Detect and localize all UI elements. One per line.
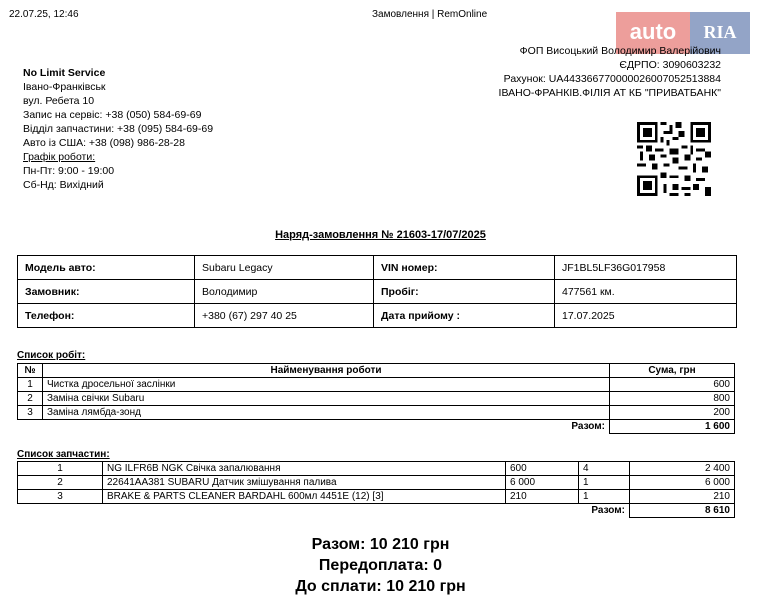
row-number: 3	[18, 406, 43, 420]
row-sum: 200	[610, 406, 735, 420]
works-total-value: 1 600	[610, 420, 735, 434]
parts-section-title: Список запчастин:	[17, 449, 110, 460]
model-value: Subaru Legacy	[195, 256, 374, 280]
part-number: 2	[18, 476, 103, 490]
part-number: 1	[18, 462, 103, 476]
page-title: Замовлення | RemOnline	[372, 9, 488, 20]
works-table	[17, 363, 735, 434]
vin-value: JF1BL5LF36G017958	[555, 256, 737, 280]
row-name: Чистка дросельної заслінки	[43, 378, 610, 392]
part-name: BRAKE & PARTS CLEANER BARDAHL 600мл 4451E (12) [3]	[103, 490, 506, 504]
works-total-label: Разом:	[571, 421, 605, 433]
parts-total-value: 8 610	[630, 504, 735, 518]
watermark-ria: RIA	[690, 12, 750, 54]
schedule-title: Графік роботи:	[23, 151, 96, 163]
company-street: вул. Ребета 10	[23, 95, 95, 107]
phone-label: Телефон:	[18, 304, 195, 328]
part-price: 600	[506, 462, 579, 476]
row-name: Заміна свічки Subaru	[43, 392, 610, 406]
table-row	[18, 462, 735, 476]
col-work-name: Найменування роботи	[43, 364, 610, 378]
company-name: No Limit Service	[23, 67, 106, 79]
schedule-weekend: Сб-Нд: Вихідний	[23, 179, 104, 191]
customer-label: Замовник:	[18, 280, 195, 304]
table-row	[18, 476, 735, 490]
row-number: 2	[18, 392, 43, 406]
parts-phone: Відділ запчастини: +38 (095) 584-69-69	[23, 123, 214, 135]
part-price: 210	[506, 490, 579, 504]
grand-total: Разом: 10 210 грн	[311, 536, 450, 553]
schedule-weekdays: Пн-Пт: 9:00 - 19:00	[23, 165, 115, 177]
works-section-title: Список робіт:	[17, 350, 86, 361]
usa-phone: Авто із США: +38 (098) 986-28-28	[23, 137, 185, 149]
fop-bank: ІВАНО-ФРАНКІВ.ФІЛІЯ АТ КБ "ПРИВАТБАНК"	[498, 87, 721, 99]
order-title: Наряд-замовлення № 21603-17/07/2025	[275, 229, 486, 241]
part-sum: 210	[630, 490, 735, 504]
part-name: NG ILFR6B NGK Свічка запалювання	[103, 462, 506, 476]
date-value: 17.07.2025	[555, 304, 737, 328]
part-sum: 6 000	[630, 476, 735, 490]
model-label: Модель авто:	[18, 256, 195, 280]
table-row	[18, 378, 735, 392]
row-name: Заміна лямбда-зонд	[43, 406, 610, 420]
row-sum: 600	[610, 378, 735, 392]
part-qty: 1	[579, 490, 630, 504]
table-row	[18, 406, 735, 420]
fop-name: ФОП Висоцький Володимир Валерійович	[519, 45, 721, 57]
mileage-label: Пробіг:	[374, 280, 555, 304]
part-price: 6 000	[506, 476, 579, 490]
part-number: 3	[18, 490, 103, 504]
summary-block	[0, 534, 761, 597]
table-row	[18, 392, 735, 406]
customer-value: Володимир	[195, 280, 374, 304]
col-sum: Сума, грн	[610, 364, 735, 378]
vehicle-info-table	[17, 255, 737, 328]
service-phone: Запис на сервіс: +38 (050) 584-69-69	[23, 109, 202, 121]
company-block	[23, 66, 213, 192]
table-row	[18, 490, 735, 504]
row-sum: 800	[610, 392, 735, 406]
vin-label: VIN номер:	[374, 256, 555, 280]
company-city: Івано-Франківськ	[23, 81, 106, 93]
date-label: Дата прийому :	[374, 304, 555, 328]
fop-block	[499, 44, 721, 100]
prepayment: Передоплата: 0	[318, 557, 443, 574]
phone-value: +380 (67) 297 40 25	[195, 304, 374, 328]
qr-code-icon	[637, 122, 711, 196]
mileage-value: 477561 км.	[555, 280, 737, 304]
fop-edrpou: ЄДРПО: 3090603232	[619, 59, 721, 71]
print-datetime: 22.07.25, 12:46	[9, 9, 79, 20]
part-qty: 4	[579, 462, 630, 476]
part-name: 22641AA381 SUBARU Датчик змішування палива	[103, 476, 506, 490]
amount-to-pay: До сплати: 10 210 грн	[295, 578, 466, 595]
col-number: №	[18, 364, 43, 378]
part-qty: 1	[579, 476, 630, 490]
parts-total-label: Разом:	[591, 505, 625, 517]
part-sum: 2 400	[630, 462, 735, 476]
fop-account: Рахунок: UA443366770000026007052513884	[503, 73, 721, 85]
watermark-auto: auto	[616, 12, 690, 54]
row-number: 1	[18, 378, 43, 392]
parts-table	[17, 461, 735, 518]
